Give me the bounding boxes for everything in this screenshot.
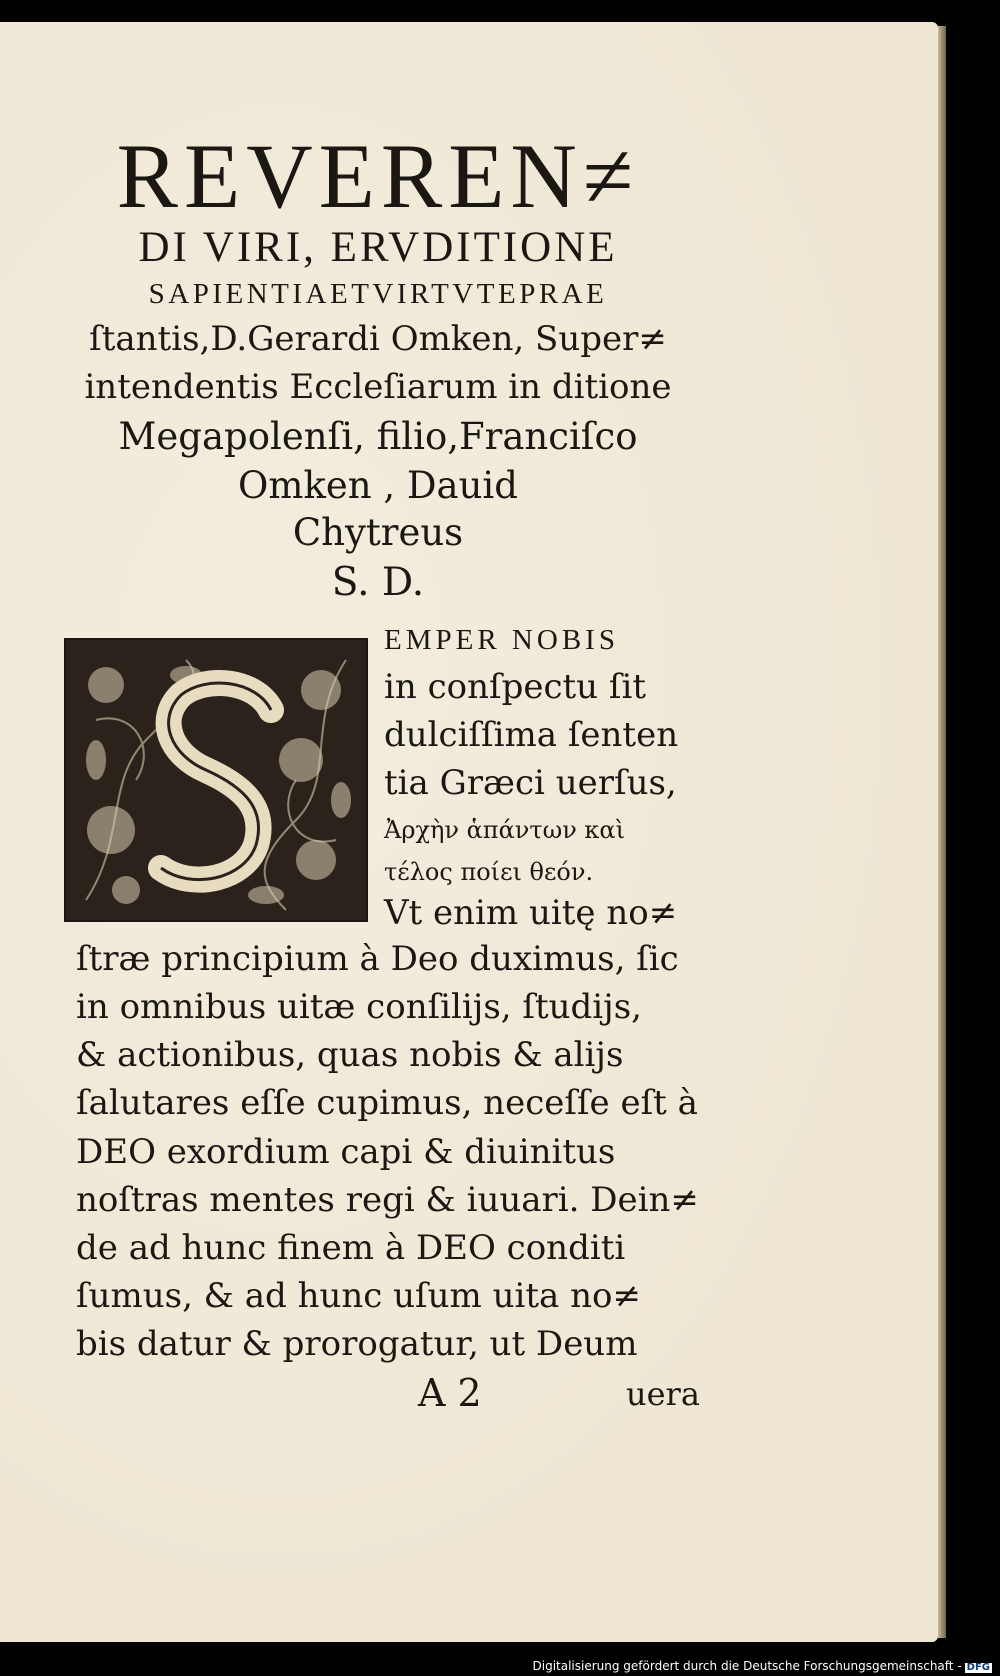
credit-text: Digitalisierung gefördert durch die Deutsche Forschungsgemeinschaft - xyxy=(532,1659,962,1673)
body-line-right-4: tia Græci uerſus, xyxy=(384,763,677,803)
heading-line-2: DI VIRI, ERVDITIONE xyxy=(138,224,618,271)
body-line-right-2: in conſpectu ſit xyxy=(384,667,646,707)
decorated-initial-s xyxy=(64,638,368,922)
body-line-right-3: dulciſſima ſenten xyxy=(384,715,679,755)
body-line: & actionibus, quas nobis & alijs xyxy=(76,1035,624,1075)
catchword: uera xyxy=(626,1375,700,1413)
body-line-right-7: Vt enim uitę no≠ xyxy=(384,893,678,933)
body-line: noſtras mentes regi & iuuari. Dein≠ xyxy=(76,1180,699,1220)
greek-line-2: τέλος ποίει θεόν. xyxy=(384,858,594,886)
body-line: bis datur & prorogatur, ut Deum xyxy=(76,1324,638,1364)
signature-mark: A 2 xyxy=(418,1371,482,1415)
body-line: ſumus, & ad hunc uſum uita no≠ xyxy=(76,1276,641,1316)
heading-line-4: ſtantis,D.Gerardi Omken, Super≠ xyxy=(89,319,667,359)
page-edge xyxy=(938,26,946,1638)
heading-line-3: SAPIENTIAETVIRTVTEPRAE xyxy=(148,278,608,310)
heading-line-1: REVEREN≠ xyxy=(116,125,640,227)
heading-line-8: Chytreus xyxy=(292,511,464,554)
body-line: in omnibus uitæ conſilijs, ſtudijs, xyxy=(76,987,642,1027)
heading-line-6: Megapolenſi, filio,Franciſco xyxy=(118,415,638,458)
heading-line-5: intendentis Eccleſiarum in ditione xyxy=(84,367,672,407)
body-line: de ad hunc finem à DEO conditi xyxy=(76,1228,626,1268)
body-line: ſalutares eſſe cupimus, neceſſe eſt à xyxy=(76,1083,698,1123)
body-line-right-1: EMPER NOBIS xyxy=(384,624,619,656)
heading-line-7: Omken , Dauid xyxy=(238,464,518,507)
greek-line-1: Ἀρχὴν ἁπάντων καὶ xyxy=(384,816,626,844)
digitization-credit xyxy=(533,1660,993,1673)
body-line: ſtræ principium à Deo duximus, ſic xyxy=(76,939,679,979)
dfg-logo-icon: DFG xyxy=(966,1662,990,1673)
initial-s-ornament-icon xyxy=(66,640,366,920)
body-line: DEO exordium capi & diuinitus xyxy=(76,1132,616,1172)
salutation: S. D. xyxy=(331,560,425,605)
